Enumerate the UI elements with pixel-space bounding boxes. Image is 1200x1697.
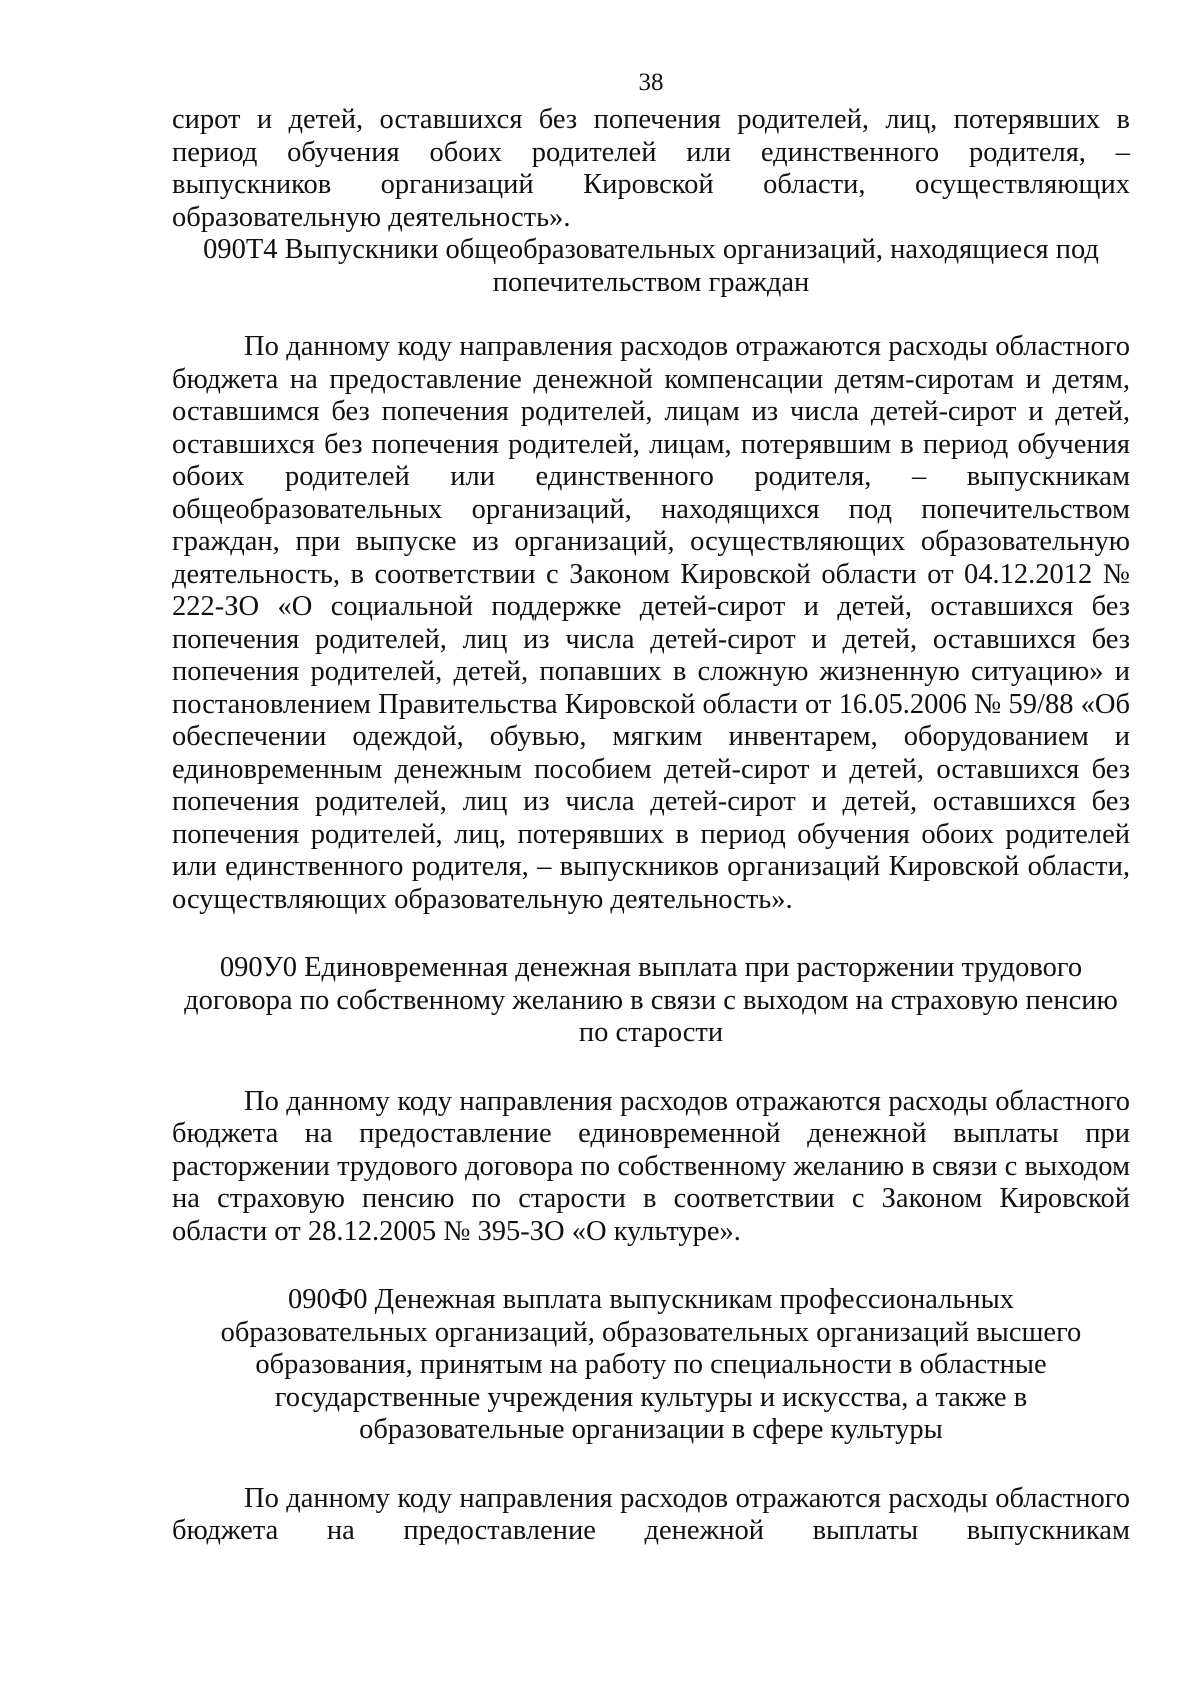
paragraph-continuation: сирот и детей, оставшихся без попечения родителей, лиц, потерявших в период обучения обоих родителей или единственного родителя, – выпускников организаций Кировской области, осуществляющих образовательную деятельность».	[172, 104, 1130, 233]
spacer	[172, 916, 1130, 952]
spacer	[172, 1447, 1130, 1483]
spacer	[172, 1050, 1130, 1086]
spacer	[172, 1248, 1130, 1284]
paragraph-090U0-description: По данному коду направления расходов отражаются расходы областного бюджета на предоставление единовременной денежной выплаты при расторжении трудового договора по собственному желанию в связи с выходом на страховую пенсию по старости в соответствии с Законом Кировской области от 28.12.2005 № 395-ЗО «О культуре».	[172, 1085, 1130, 1247]
section-heading-090U0: 090У0 Единовременная денежная выплата при расторжении трудового договора по собственному желанию в связи с выходом на страховую пенсию по старости	[184, 952, 1118, 1048]
paragraph-090F0-description: По данному коду направления расходов отражаются расходы областного бюджета на предоставление денежной выплаты выпускникам	[172, 1482, 1130, 1546]
page-number: 38	[638, 69, 664, 96]
section-heading-090F0: 090Ф0 Денежная выплата выпускникам профессиональных образовательных организаций, образовательных организаций высшего образования, принятым на работу по специальности в областные государственные учреждения культуры и искусства, а также в образовательные организации в сфере культуры	[220, 1284, 1082, 1445]
paragraph-090T4-description: По данному коду направления расходов отражаются расходы областного бюджета на предоставление денежной компенсации детям-сиротам и детям, оставшимся без попечения родителей, лицам из числа детей-сирот и детей, оставшихся без попечения родителей, лицам, потерявшим в период обучения обоих родителей или единственного родителя, – выпускникам общеобразовательных организаций, находящихся под попечительством граждан, при выпуске из организаций, осуществляющих образовательную деятельность, в соответствии с Законом Кировской области от 04.12.2012 № 222-ЗО «О социальной поддержке детей-сирот и детей, оставшихся без попечения родителей, лиц из числа детей-сирот и детей, оставшихся без попечения родителей, детей, попавших в сложную жизненную ситуацию» и постановлением Правительства Кировской области от 16.05.2006 № 59/88 «Об обеспечении одеждой, обувью, мягким инвентарем, оборудованием и единовременным денежным пособием детей-сирот и детей, оставшихся без попечения родителей, лиц из числа детей-сирот и детей, оставшихся без попечения родителей, лиц, потерявших в период обучения обоих родителей или единственного родителя, – выпускников организаций Кировской области, осуществляющих образовательную деятельность».	[172, 331, 1130, 915]
document-page	[172, 68, 1130, 1548]
section-heading-090T4: 090Т4 Выпускники общеобразовательных организаций, находящиеся под попечительством граждан	[203, 234, 1099, 298]
spacer	[172, 299, 1130, 331]
